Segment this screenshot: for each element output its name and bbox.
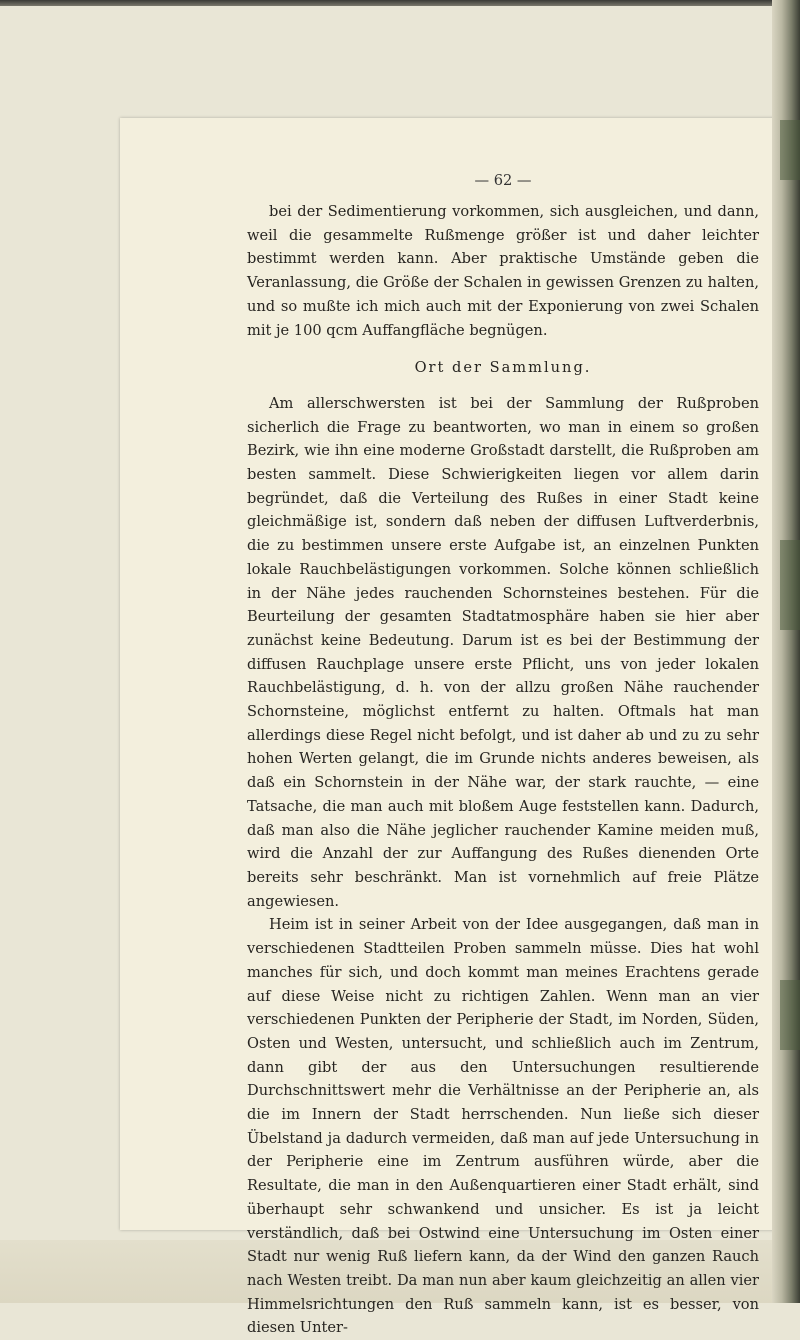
page-number: — 62 —	[474, 172, 532, 189]
paragraph-1: bei der Sedimentierung vorkommen, sich ausgleichen, und dann, weil die gesammelte Rußmenge größer ist und daher leichter bestimmt werden kann. Aber praktische Umstände geben die Veranlassung, die Größe der Schalen in gewissen Grenzen zu halten, und so mußte ich mich auch mit der Exponierung von zwei Schalen mit je 100 qcm Auffangfläche begnügen.	[247, 203, 759, 339]
paragraph-2: Am allerschwersten ist bei der Sammlung der Rußproben sicherlich die Frage zu beantworten, wo man in einem so großen Bezirk, wie ihn eine moderne Großstadt darstellt, die Rußproben am besten sammelt. Diese Schwierigkeiten liegen vor allem darin begründet, daß die Verteilung des Rußes in einer Stadt keine gleichmäßige ist, sondern daß neben der diffusen Luftverderbnis, die zu bestimmen unsere erste Aufgabe ist, an einzelnen Punkten lokale Rauchbelästigungen vorkommen. Solche können schließlich in der Nähe jedes rauchenden Schornsteines bestehen. Für die Beurteilung der gesamten Stadtatmosphäre haben sie hier aber zunächst keine Bedeutung. Darum ist es bei der Bestimmung der diffusen Rauchplage unsere erste Pflicht, uns von jeder lokalen Rauchbelästigung, d. h. von der allzu großen Nähe rauchender Schornsteine, möglichst entfernt zu halten. Oftmals hat man allerdings diese Regel nicht befolgt, und ist daher ab und zu zu sehr hohen Werten gelangt, die im Grunde nichts anderes beweisen, als daß ein Schornstein in der Nähe war, der stark rauchte, — eine Tatsache, die man auch mit bloßem Auge feststellen kann. Dadurch, daß man also die Nähe jeglicher rauchender Kamine meiden muß, wird die Anzahl der zur Auffangung des Rußes dienenden Orte bereits sehr beschränkt. Man ist vornehmlich auf freie Plätze angewiesen.	[247, 394, 759, 910]
scan-top-edge	[0, 0, 800, 6]
spine-stain	[780, 120, 800, 180]
page-text	[247, 200, 759, 1340]
section-heading: Ort der Sammlung.	[414, 359, 592, 377]
spine-stain	[780, 540, 800, 630]
paragraph-3: Heim ist in seiner Arbeit von der Idee ausgegangen, daß man in verschiedenen Stadtteilen Proben sammeln müsse. Dies hat wohl manches für sich, und doch kommt man meines Erachtens gerade auf diese Weise nicht zu richtigen Zahlen. Wenn man an vier verschiedenen Punkten der Peripherie der Stadt, im Norden, Süden, Osten und Westen, untersucht, und schließlich auch im Zentrum, dann gibt der aus den Untersuchungen resultierende Durchschnittswert mehr die Verhältnisse an der Peripherie an, als die im Innern der Stadt herrschenden. Nun ließe sich dieser Übelstand ja dadurch vermeiden, daß man auf jede Untersuchung in der Peripherie eine im Zentrum ausführen würde, aber die Resultate, die man in den Außenquartieren einer Stadt erhält, sind überhaupt sehr schwankend und unsicher. Es ist ja leicht verständlich, daß bei Ostwind eine Untersuchung im Osten einer Stadt nur wenig Ruß liefern kann, da der Wind den ganzen Rauch nach Westen treibt. Da man nun aber kaum gleichzeitig an allen vier Himmelsrichtungen den Ruß sammeln kann, ist es besser, von diesen Unter-	[247, 916, 759, 1337]
spine-stain	[780, 980, 800, 1050]
book-spine	[772, 0, 800, 1303]
